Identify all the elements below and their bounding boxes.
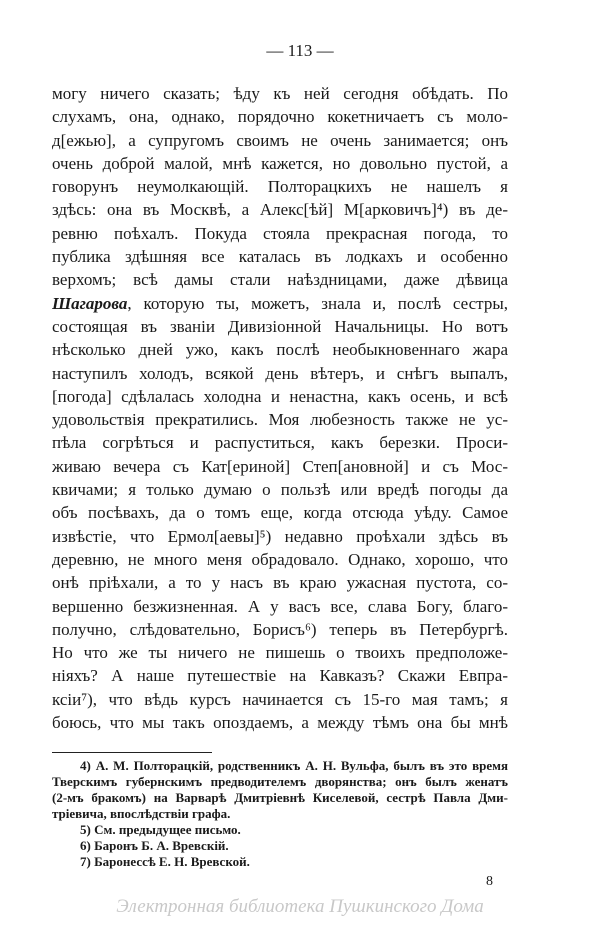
text-line: пѣла согрѣться и распуститься, какъ березки. Проси- <box>52 433 508 453</box>
text-line: удовольствія прекратились. Моя любезность также не ус- <box>52 410 508 430</box>
footnotes <box>52 758 508 870</box>
text-line: ревню поѣхалъ. Покуда стояла прекрасная погода, то <box>52 223 508 243</box>
sheet-number: 8 <box>486 874 493 889</box>
text-line: могу ничего сказать; ѣду къ ней сегодня обѣдать. По <box>52 84 508 103</box>
text-line: говорунъ неумолкающій. Полторацкихъ не нашелъ я <box>52 177 508 197</box>
text-line: получно, слѣдовательно, Борисъ⁶) теперь въ Петербургѣ. <box>52 619 508 639</box>
text-line: онѣ пріѣхали, а то у насъ въ краю ужасная пустота, со- <box>52 573 508 593</box>
text-line: извѣстіе, что Ермол[аевы]⁵) недавно проѣхали здѣсь въ <box>52 526 508 546</box>
text-line: Но что же ты ничего не пишешь о твоихъ предположе- <box>52 643 508 663</box>
text-line: [погода] сдѣлалась холодна и ненастна, какъ осень, и всѣ <box>52 386 508 406</box>
text-line: вершенно безжизненная. А у васъ все, слава Богу, благо- <box>52 596 508 616</box>
text-line: д[ежью], а супругомъ своимъ не очень занимается; онъ <box>52 130 508 150</box>
text-line: квичами; я только думаю о пользѣ или вредѣ погоды да <box>52 480 508 500</box>
text-line: нѣсколько дней ужо, какъ послѣ необыкновеннаго жара <box>52 340 508 360</box>
text-line: живаю вечера съ Кат[ериной] Степ[ановной] и съ Мос- <box>52 456 508 476</box>
text-line: наступилъ холодъ, всякой день вѣтеръ, и снѣгъ выпалъ, <box>52 363 508 383</box>
text-line: боюсь, что мы такъ опоздаемъ, а между тѣмъ она бы мнѣ <box>52 713 508 733</box>
italic-name: Шагарова <box>52 293 128 313</box>
footnote-line: 5) См. предыдущее письмо. <box>80 822 241 837</box>
text-line: здѣсь: она въ Москвѣ, а Алекс[ѣй] М[арковичъ]⁴) въ де- <box>52 200 508 220</box>
text-line: ксіи⁷), что вѣдь курсъ начинается съ 15-го мая тамъ; я <box>52 689 508 709</box>
footnote-line: 7) Баронессѣ Е. Н. Вревской. <box>80 854 250 869</box>
text-line: слухамъ, она, однако, порядочно кокетничаетъ съ моло- <box>52 107 508 127</box>
footnote-divider <box>52 752 212 753</box>
footnote-line: тріевича, впослѣдствіи графа. <box>52 806 231 821</box>
text-line: верхомъ; всѣ дамы стали наѣздницами, даже дѣвица <box>52 270 508 290</box>
text-line: очень доброй малой, мнѣ кажется, но довольно пустой, а <box>52 153 508 173</box>
footnote-line: (2-мъ бракомъ) на Варварѣ Дмитріевнѣ Киселевой, сестрѣ Павла Дми- <box>52 790 508 805</box>
text-line: состоящая въ званіи Дивизіонной Начальницы. Но вотъ <box>52 316 508 336</box>
footnote-line: 6) Баронъ Б. А. Вревскій. <box>80 838 229 853</box>
text-line: ніяхъ? А наше путешествіе на Кавказъ? Скажи Евпра- <box>52 666 508 686</box>
body-text <box>52 82 508 734</box>
text-line: Шагарова, которую ты, можетъ, знала и, послѣ сестры, <box>52 293 508 313</box>
text-line: публика здѣшняя все каталась въ лодкахъ и особенно <box>52 247 508 267</box>
footnote-line: Тверскимъ губернскимъ предводителемъ дворянства; онъ былъ женатъ <box>52 774 508 789</box>
text-line: объ посѣвахъ, да о томъ еще, когда отсюда уѣду. Самое <box>52 503 508 523</box>
watermark: Электронная библиотека Пушкинского Дома <box>116 896 484 917</box>
page-header: — 113 — <box>266 41 334 60</box>
footnote-line: 4) А. М. Полторацкій, родственникъ А. Н. Вульфа, былъ въ это время <box>80 758 508 773</box>
text-line: деревню, не много меня обрадовало. Однако, хорошо, что <box>52 549 508 569</box>
